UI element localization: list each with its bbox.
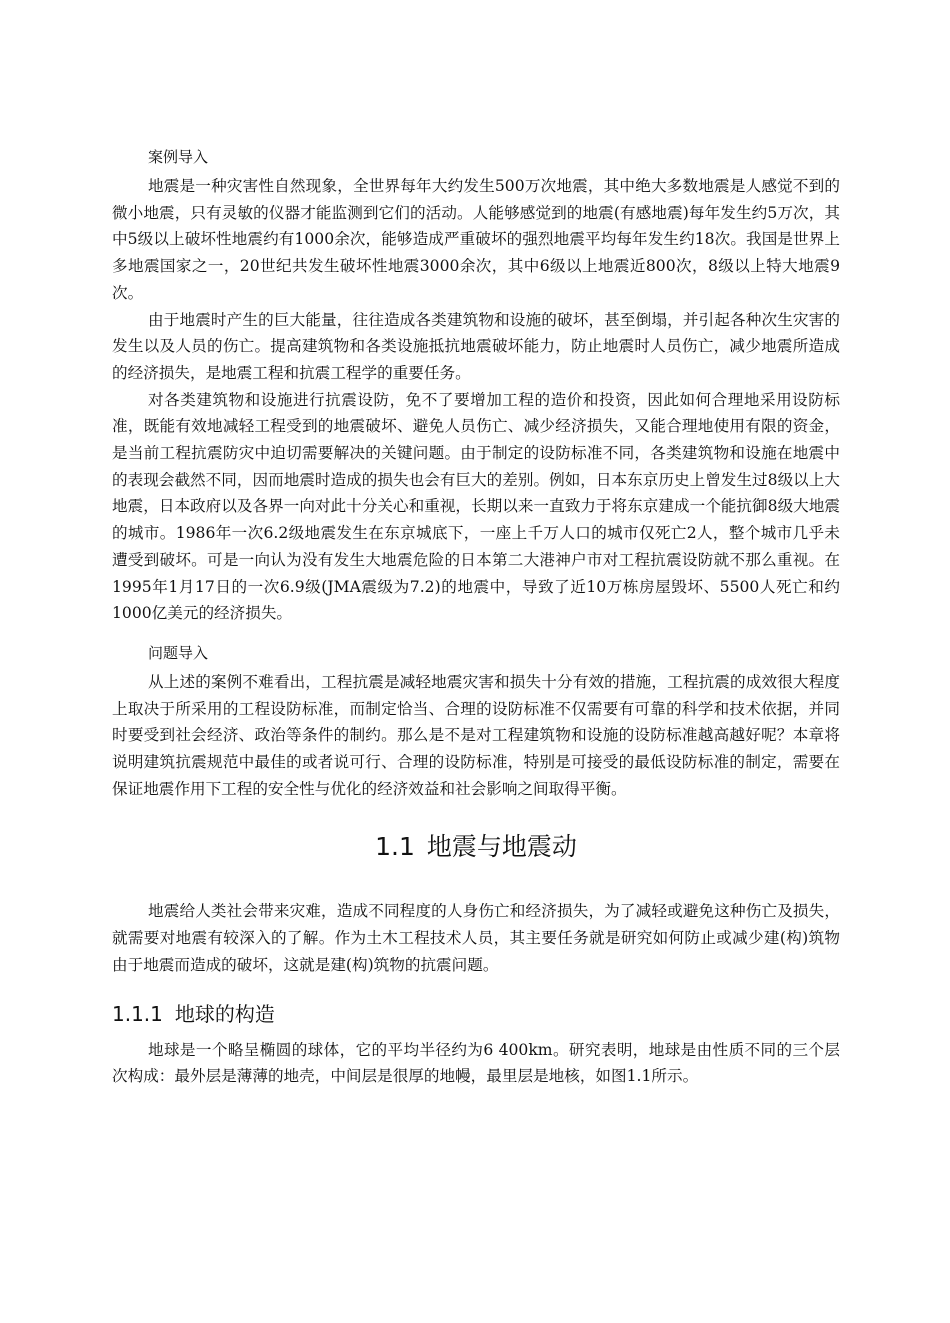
problem-intro-paragraph-1: 从上述的案例不难看出，工程抗震是减轻地震灾害和损失十分有效的措施，工程抗震的成效很大程度上取决于所采用的工程设防标准，而制定恰当、合理的设防标准不仅需要有可靠的科学和技术依据，并同时要受到社会经济、政治等条件的制约。那么是不是对工程建筑物和设施的设防标准越高越好呢？本章将说明建筑抗震规范中最佳的或者说可行、合理的设防标准，特别是可接受的最低设防标准的制定，需要在保证地震作用下工程的安全性与优化的经济效益和社会影响之间取得平衡。 [112, 672, 840, 798]
case-intro-paragraph-2: 由于地震时产生的巨大能量，往往造成各类建筑物和设施的破坏，甚至倒塌，并引起各种次生灾害的发生以及人员的伤亡。提高建筑物和各类设施抵抗地震破坏能力，防止地震时人员伤亡，减少地震所造成的经济损失，是地震工程和抗震工程学的重要任务。 [112, 310, 840, 382]
problem-intro-heading: 问题导入 [148, 643, 209, 662]
subsection-heading [112, 1001, 840, 1027]
case-intro-paragraph-1: 地震是一种灾害性自然现象，全世界每年大约发生500万次地震，其中绝大多数地震是人感觉不到的微小地震，只有灵敏的仪器才能监测到它们的活动。人能够感觉到的地震(有感地震)每年发生约5万次，其中5级以上破坏性地震约有1000余次，能够造成严重破坏的强烈地震平均每年发生约18次。我国是世界上多地震国家之一，20世纪共发生破坏性地震3000余次，其中6级以上地震近800次，8级以上特大地震9次。 [112, 177, 840, 302]
spacer [112, 627, 840, 641]
case-intro-heading: 案例导入 [148, 148, 209, 166]
subsection-number: 1.1.1 [112, 1001, 163, 1026]
subsection-title: 地球的构造 [174, 1001, 275, 1026]
section-number: 1.1 [375, 832, 415, 862]
case-intro-paragraph-3: 对各类建筑物和设施进行抗震设防，免不了要增加工程的造价和投资，因此如何合理地采用设防标准，既能有效地减轻工程受到的地震破坏、避免人员伤亡、减少经济损失，又能合理地使用有限的资金，是当前工程抗震防灾中迫切需要解决的关键问题。由于制定的设防标准不同，各类建筑物和设施在地震中的表现会截然不同，因而地震时造成的损失也会有巨大的差别。例如，日本东京历史上曾发生过8级以上大地震，日本政府以及各界一向对此十分关心和重视，长期以来一直致力于将东京建成一个能抗御8级大地震的城市。1986年一次6.2级地震发生在东京城底下，一座上千万人口的城市仅死亡2人，整个城市几乎未遭受到破坏。可是一向认为没有发生大地震危险的日本第二大港神户市对工程抗震设防就不那么重视。在1995年1月17日的一次6.9级(JMA震级为7.2)的地震中，导致了近10万栋房屋毁坏、5500人死亡和约1000亿美元的经济损失。 [112, 390, 841, 623]
section-paragraph-1: 地震给人类社会带来灾难，造成不同程度的人身伤亡和经济损失，为了减轻或避免这种伤亡及损失，就需要对地震有较深入的了解。作为土木工程技术人员，其主要任务就是研究如何防止或减少建(构)筑物由于地震而造成的破坏，这就是建(构)筑物的抗震问题。 [112, 902, 840, 974]
section-heading [112, 832, 840, 862]
section-title: 地震与地震动 [426, 832, 577, 862]
subsection-paragraph-1: 地球是一个略呈椭圆的球体，它的平均半径约为6 400km。研究表明，地球是由性质不同的三个层次构成：最外层是薄薄的地壳，中间层是很厚的地幔，最里层是地核，如图1.1所示。 [112, 1040, 840, 1086]
document-page [112, 145, 840, 1090]
